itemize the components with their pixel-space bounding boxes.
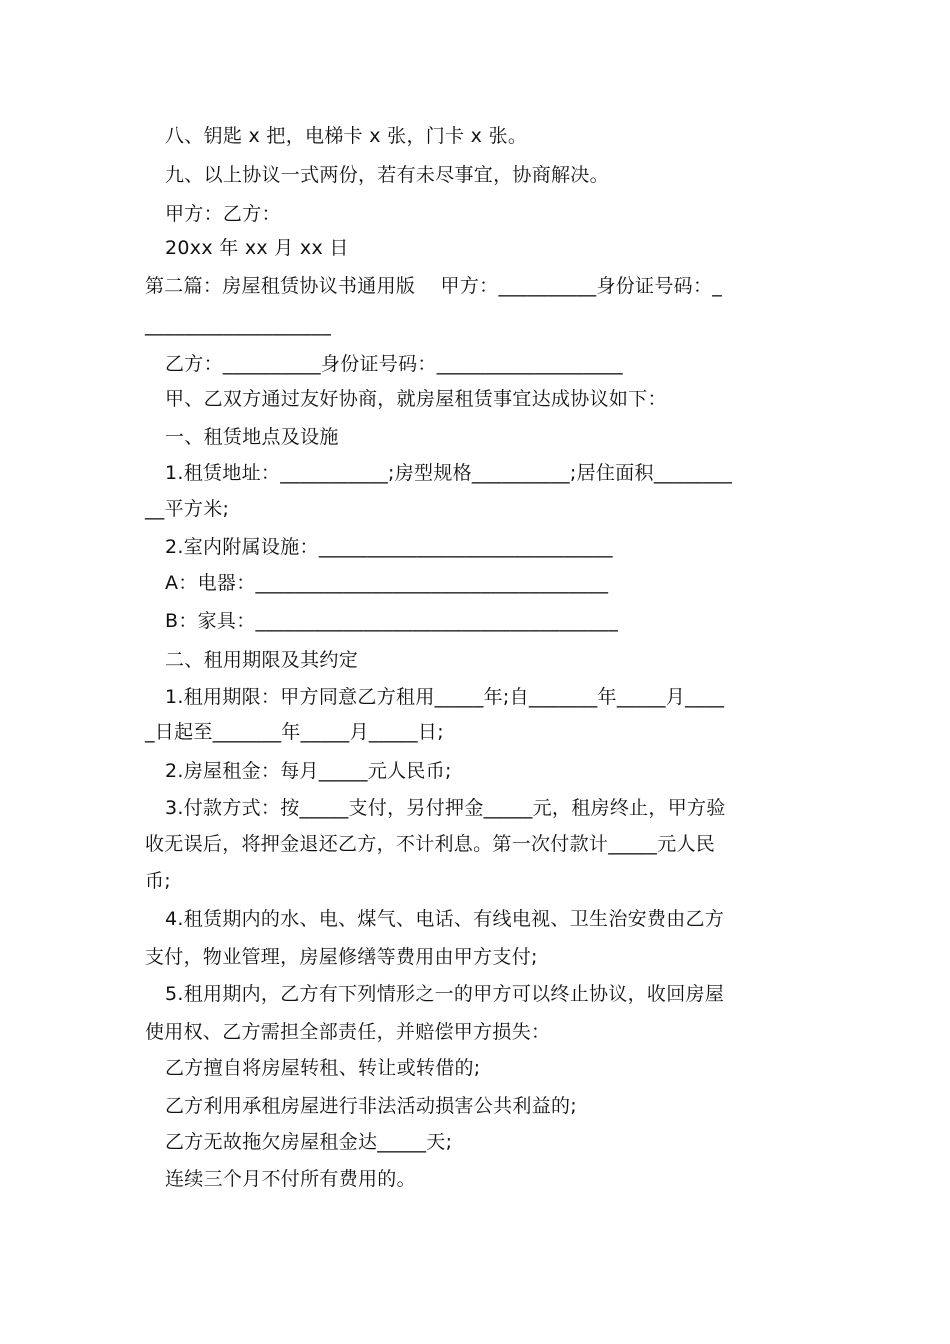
term-item-3-payment: 3.付款方式：按_____支付，另付押金_____元，租房终止，甲方验: [165, 797, 726, 819]
item-b-furniture: B：家具：_____________________________________: [165, 610, 619, 632]
case-rent-arrears: 乙方无故拖欠房屋租金达_____天;: [165, 1131, 453, 1153]
term-item-3-continuation: 收无误后，将押金退还乙方，不计利息。第一次付款计_____元人民: [145, 833, 716, 855]
item-a-appliances: A：电器：____________________________________: [165, 572, 609, 594]
case-sublet: 乙方擅自将房屋转租、转让或转借的;: [165, 1057, 481, 1079]
term-item-2-rent: 2.房屋租金：每月_____元人民币;: [165, 760, 452, 782]
item-2-facilities: 2.室内附属设施：______________________________: [165, 536, 613, 558]
term-item-1-continuation: _日起至_______年_____月_____日;: [145, 721, 444, 743]
heading-continuation: ___________________: [145, 314, 332, 336]
section-two-heading: 第二篇：房屋租赁协议书通用版 甲方：__________身份证号码：_: [145, 275, 723, 297]
case-illegal-use: 乙方利用承租房屋进行非法活动损害公共利益的;: [165, 1095, 578, 1117]
item-1-continuation: __平方米;: [145, 498, 230, 520]
case-unpaid-fees: 连续三个月不付所有费用的。: [165, 1168, 416, 1190]
term-item-1: 1.租用期限：甲方同意乙方租用_____年;自_______年_____月____: [165, 686, 725, 708]
signature-date: 20xx 年 xx 月 xx 日: [165, 237, 349, 259]
signature-parties: 甲方：乙方：: [165, 203, 281, 225]
term-item-4-continuation: 支付，物业管理，房屋修缮等费用由甲方支付;: [145, 946, 538, 968]
term-item-3-end: 币;: [145, 870, 172, 892]
clause-9-copies: 九、以上协议一式两份，若有未尽事宜，协商解决。: [165, 164, 609, 186]
clause-8-keys: 八、钥匙 x 把，电梯卡 x 张，门卡 x 张。: [165, 125, 528, 147]
section-one-title: 一、租赁地点及设施: [165, 426, 339, 448]
term-item-5-termination: 5.租用期内，乙方有下列情形之一的甲方可以终止协议，收回房屋: [165, 983, 725, 1005]
section-two-title: 二、租用期限及其约定: [165, 649, 359, 671]
party-b-line: 乙方：__________身份证号码：___________________: [165, 353, 623, 375]
term-item-4-utilities: 4.租赁期内的水、电、煤气、电话、有线电视、卫生治安费由乙方: [165, 908, 725, 930]
term-item-5-continuation: 使用权、乙方需担全部责任，并赔偿甲方损失：: [145, 1021, 551, 1043]
intro-paragraph: 甲、乙双方通过友好协商，就房屋租赁事宜达成协议如下：: [165, 388, 667, 410]
item-1-address: 1.租赁地址：___________;房型规格__________;居住面积________: [165, 462, 733, 484]
